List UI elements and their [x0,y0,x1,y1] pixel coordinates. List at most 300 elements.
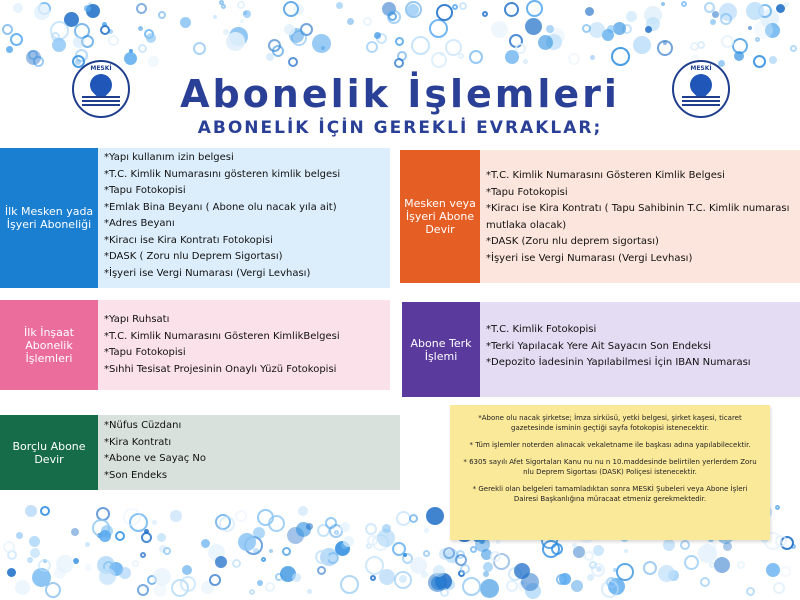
list-item: * DASK ( Zoru nlu Deprem Sigortası) [104,249,384,266]
bubble-shape [746,587,755,596]
bubble-shape [780,566,791,577]
bubble-shape [721,35,734,48]
bubble-shape [159,545,167,553]
bubble-shape [549,28,565,44]
bubble-shape [292,573,301,582]
list-item: * Kiracı ise Kira Kontratı ( Tapu Sahibinin T.C. Kimlik numarası mutlaka olacak) [486,201,794,234]
bubble-shape [154,584,167,597]
bubble-shape [219,0,224,5]
bubble-shape [317,524,330,537]
bubble-shape [180,576,196,592]
mesken-devir-label: Mesken veya İşyeri Abone Devir [400,150,480,283]
bubble-shape [490,551,501,562]
bubble-shape [101,525,113,537]
bubble-shape [444,579,455,590]
bubble-shape [596,566,602,572]
bubble-shape [129,513,148,532]
bubble-shape [520,581,524,585]
bubble-shape [616,563,634,581]
bubble-shape [440,588,449,597]
bubble-shape [289,28,304,43]
bubble-shape [136,3,147,14]
bubble-shape [325,517,337,529]
bubble-shape [85,542,90,547]
bubble-shape [312,34,331,53]
bubble-shape [663,41,667,45]
bubble-shape [602,29,614,41]
bubble-shape [559,573,571,585]
list-item: * T.C. Kimlik Numarasını gösteren kimlik belgesi [104,167,384,184]
bubble-shape [661,2,665,6]
bubble-shape [275,573,283,581]
bubble-shape [423,550,430,557]
bubble-shape [392,542,406,556]
bubble-shape [377,529,395,547]
bubble-shape [508,567,522,581]
list-item: * Kiracı ise Kira Kontratı Fotokopisi [104,233,384,250]
bubble-shape [15,580,30,595]
list-item: * Son Endeks [104,468,394,485]
bubble-shape [336,2,343,9]
bubble-shape [791,544,796,549]
bubble-shape [38,559,51,572]
bubble-shape [723,542,732,551]
list-item: * Abone ve Sayaç No [104,451,394,468]
bubble-shape [92,519,110,537]
bubble-shape [734,51,744,61]
bubble-shape [776,4,785,13]
bubble-shape [51,32,60,41]
bubble-shape [585,7,594,16]
bubble-shape [589,22,605,38]
bubble-shape [525,583,541,599]
bubble-shape [719,3,737,21]
bubble-shape [240,19,244,23]
bubble-shape [608,578,625,595]
bubble-shape [29,536,40,547]
bubble-shape [7,568,16,577]
bubble-shape [470,546,477,553]
bubble-shape [115,531,125,541]
bubble-shape [306,523,313,530]
bubble-shape [257,509,274,526]
bubble-shape [367,535,378,546]
bubble-shape [280,566,296,582]
bubble-shape [681,1,687,7]
bubble-shape [372,534,389,551]
info-note [450,405,770,540]
bubble-shape [329,524,343,538]
bubble-shape [518,580,529,591]
bubble-shape [452,4,458,10]
bubble-shape [138,26,143,31]
bubble-shape [483,571,489,577]
bubble-shape [387,10,401,24]
bubble-shape [445,39,462,56]
list-item: * Tapu Fotokopisi [486,185,794,202]
ilk-mesken-list [98,148,390,288]
bubble-shape [462,577,481,596]
bubble-shape [407,4,419,16]
bubble-shape [790,45,797,52]
bubble-shape [201,539,210,548]
bubble-shape [269,549,273,553]
bubble-shape [320,548,338,566]
bubble-shape [568,53,580,65]
bubble-shape [704,2,715,13]
water-waves-icon [82,96,120,108]
bubble-shape [546,34,562,50]
bubble-shape [99,530,111,542]
bubble-shape [138,44,147,53]
bubble-shape [607,25,615,33]
bubble-shape [760,9,779,28]
bubble-shape [124,52,137,65]
ilk-insaat-list [98,300,390,390]
bubble-shape [690,42,699,51]
bubble-shape [244,536,263,555]
bubble-shape [366,41,378,53]
bubble-shape [370,575,376,581]
bubble-shape [748,26,752,30]
bubble-shape [525,18,542,35]
bubble-shape [705,541,716,552]
bubble-shape [571,580,583,592]
bubble-shape [137,584,149,596]
list-item: * Yapı Ruhsatı [104,312,384,329]
list-item: * Emlak Bina Beyanı ( Abone olu nacak yıla ait) [104,200,384,217]
list-item: * Adres Beyanı [104,216,384,233]
bubble-shape [73,36,85,48]
bubble-shape [709,562,715,568]
logo-text: MESKİ [690,65,712,72]
list-item: * Tapu Fotokopisi [104,345,384,362]
bubble-shape [538,35,553,50]
bubble-shape [456,550,465,559]
bubble-shape [97,556,115,574]
bubble-shape [157,533,166,542]
bubble-shape [755,37,760,42]
bubble-shape [582,24,591,33]
bubble-shape [601,580,619,598]
bubble-shape [103,561,114,572]
bubble-shape [268,39,281,52]
bubble-shape [440,52,444,56]
bubble-shape [123,508,141,526]
bubble-shape [52,38,66,52]
bubble-shape [458,53,464,59]
list-item: * Yapı kullanım izin belgesi [104,150,384,167]
bubble-shape [394,571,412,589]
bubble-shape [291,30,307,46]
meski-logo-left [72,60,130,118]
bubble-shape [152,520,157,525]
list-item: * Tapu Fotokopisi [104,183,384,200]
bubble-shape [85,564,92,571]
bubble-shape [146,33,156,43]
bubble-shape [668,570,679,581]
bubble-shape [409,514,418,523]
bubble-shape [769,56,777,64]
bubble-shape [403,553,407,557]
bubble-shape [589,561,597,569]
bubble-shape [232,559,241,568]
bubble-shape [514,563,530,579]
bubble-shape [334,530,339,535]
bubble-shape [775,535,787,547]
bubble-shape [144,585,150,591]
bubble-shape [421,571,428,578]
bubble-shape [40,506,50,516]
bubble-shape [257,580,263,586]
bubble-shape [54,567,66,579]
bubble-shape [25,505,37,517]
note-paragraph: * Tüm işlemler noterden alınacak vekaletname ile başkası adına yapılabilecektir. [469,441,751,449]
bubble-shape [99,568,116,585]
bubble-shape [506,580,518,592]
bubble-shape [243,10,251,18]
abone-terk-label: Abone Terk İşlemi [402,302,480,397]
bubble-shape [32,568,51,587]
bubble-shape [546,25,554,33]
bubble-shape [698,544,717,563]
bubble-shape [223,29,229,35]
bubble-shape [644,6,662,24]
bubble-shape [365,556,384,575]
list-item: * T.C. Kimlik Numarasını Gösteren Kimlik Belgesi [486,168,794,185]
bubble-shape [59,38,63,42]
bubble-shape [509,34,523,48]
bubble-shape [643,561,657,575]
bubble-shape [428,573,447,592]
bubble-shape [56,555,74,573]
water-waves-icon [682,96,720,108]
bubble-shape [658,565,675,582]
bubble-shape [591,563,605,577]
bubble-shape [382,524,391,533]
bubble-shape [680,540,690,550]
borclu-list [98,415,400,490]
page-title: Abonelik İşlemleri [180,72,620,116]
bubble-shape [182,565,192,575]
list-item: * İşyeri ise Vergi Numarası (Vergi Levhası) [486,251,794,268]
bubble-shape [43,559,47,563]
bubble-shape [482,11,488,17]
bubble-shape [129,49,133,53]
bubble-shape [663,539,675,551]
bubble-shape [215,514,231,530]
bubble-shape [64,12,79,27]
page-subtitle: ABONELİK İÇİN GEREKLİ EVRAKLAR; [197,118,603,138]
bubble-shape [109,562,123,576]
bubble-shape [542,540,560,558]
bubble-shape [496,540,500,544]
bubble-shape [249,589,255,595]
bubble-shape [253,527,265,539]
bubble-shape [523,59,528,64]
bubble-shape [33,56,44,67]
bubble-shape [144,529,149,534]
bubble-shape [780,536,794,550]
bubble-shape [587,574,594,581]
bubble-shape [335,541,350,556]
meski-logo-right [672,60,730,118]
bubble-shape [515,43,526,54]
bubble-shape [88,2,92,6]
ilk-insaat-label: İlk İnşaat Abonelik İşlemleri [0,300,98,390]
bubble-shape [283,1,299,17]
bubble-shape [405,1,422,18]
bubble-shape [491,21,508,38]
bubble-shape [382,2,396,16]
bubble-shape [395,37,404,46]
bubble-shape [720,13,732,25]
bubble-shape [746,2,764,20]
bubble-shape [374,32,381,39]
bubble-shape [237,1,245,9]
bubble-shape [268,515,285,532]
list-item: * Kira Kontratı [104,435,394,452]
bubble-shape [86,4,100,18]
bubble-shape [235,510,247,522]
bubble-shape [505,50,519,64]
bubble-shape [102,22,107,27]
bubble-shape [590,55,595,60]
bubble-shape [265,582,275,592]
bubble-shape [556,574,567,585]
bubble-shape [613,22,626,35]
bubble-shape [108,29,113,34]
bubble-shape [521,573,539,591]
bubble-shape [397,51,407,61]
top-bubble-decoration [0,0,800,70]
bubble-shape [171,579,189,597]
bubble-shape [758,4,772,18]
bubble-shape [229,27,248,46]
bubble-shape [84,5,91,12]
bubble-shape [10,33,23,46]
bubble-shape [3,541,15,553]
bubble-shape [300,23,313,36]
bubble-shape [493,553,510,570]
bubble-shape [287,527,304,544]
bubble-shape [411,36,430,55]
list-item: * Terki Yapılacak Yere Ait Sayacın Son Endeksi [486,339,794,356]
list-item: * T.C. Kimlik Numarasını Gösteren KimlikBelgesi [104,329,384,346]
bubble-shape [226,32,245,51]
bubble-shape [284,24,295,35]
bubble-shape [296,522,311,537]
bubble-shape [469,50,483,64]
bubble-shape [28,50,38,60]
mesken-devir-list [480,150,800,283]
bubble-shape [141,532,152,543]
bubble-shape [34,4,50,20]
bubble-shape [7,550,17,560]
bubble-shape [2,24,13,35]
bubble-shape [410,557,427,574]
bubble-shape [30,548,40,558]
bubble-shape [215,556,227,568]
bubble-shape [431,576,445,590]
bubble-shape [100,25,110,35]
logo-text: MESKİ [90,65,112,72]
bubble-shape [773,582,785,594]
bubble-shape [572,543,577,548]
bubble-shape [119,567,131,579]
list-item: * Sıhhi Tesisat Projesinin Onaylı Yüzü Fotokopisi [104,362,384,379]
list-item: * T.C. Kimlik Fotokopisi [486,322,794,339]
bubble-shape [366,543,372,549]
bubble-shape [340,522,350,532]
ilk-mesken-label: İlk Mesken yada İşyeri Aboneliği [0,148,98,288]
bubble-shape [27,557,33,563]
bubble-shape [209,574,221,586]
bubble-shape [376,33,387,44]
bubble-shape [573,546,585,558]
bubble-shape [317,566,326,575]
bubble-shape [108,35,119,46]
bubble-shape [732,38,748,54]
bubble-shape [238,533,256,551]
bubble-shape [26,50,41,65]
bubble-shape [633,36,651,54]
bubble-shape [622,24,632,34]
bubble-shape [481,549,492,560]
bubble-shape [50,21,69,40]
bubble-shape [426,507,444,525]
bubble-shape [700,577,710,587]
bubble-shape [280,575,287,582]
bubble-shape [6,46,13,53]
bubble-shape [439,548,451,560]
list-item: * Depozito İadesinin Yapılabilmesi İçin IBAN Numarası [486,355,794,372]
bubble-shape [282,547,291,556]
bubble-shape [452,559,457,564]
bubble-shape [327,552,339,564]
bubble-shape [363,17,372,26]
bubble-shape [684,555,699,570]
bubble-shape [97,533,102,538]
bubble-shape [712,11,719,18]
note-paragraph: *Abone olu nacak şirketse; İmza sirküsü, yetki belgesi, şirket kaşesi, ticaret gazetesinde isminin geçtiği sayfa fotokopisi istenecektir. [478,414,742,432]
bubble-shape [606,577,617,588]
bubble-shape [219,516,235,532]
bubble-shape [766,563,780,577]
bubble-shape [158,11,166,19]
bubble-shape [13,3,23,13]
bubble-shape [288,57,298,67]
bubble-shape [626,11,637,22]
bubble-shape [298,506,308,516]
bubble-shape [645,26,652,33]
bubble-shape [424,528,429,533]
bubble-shape [775,505,780,510]
bubble-shape [213,15,217,19]
bubble-shape [341,542,348,549]
bubble-shape [81,35,94,48]
bubble-shape [737,561,745,569]
bubble-shape [388,12,397,21]
bubble-shape [140,552,146,558]
bubble-shape [435,573,452,590]
bubble-shape [132,560,139,567]
bubble-shape [396,511,411,526]
bubble-shape [221,4,226,9]
bubble-shape [193,42,206,55]
bubble-shape [340,575,359,594]
bubble-shape [613,568,617,572]
